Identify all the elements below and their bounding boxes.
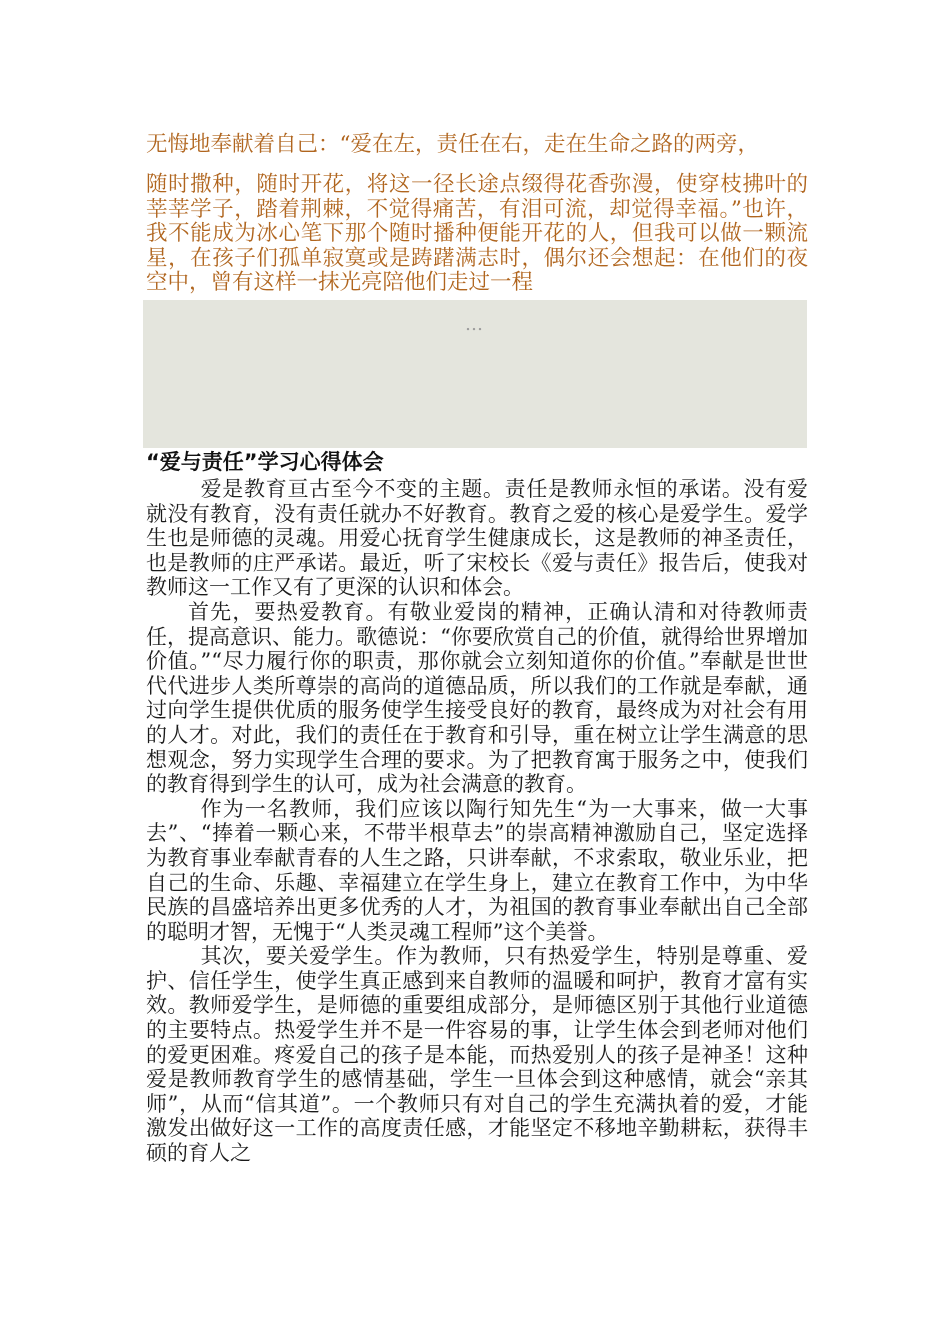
excerpt-first-line: 无悔地奉献着自己：“爱在左，责任在右，走在生命之路的两旁， xyxy=(146,132,759,157)
collapsed-content-panel[interactable] xyxy=(143,300,807,448)
paragraph-4: 其次，要关爱学生。作为教师，只有热爱学生，特别是尊重、爱护、信任学生，使学生真正感到来自教师的温暖和呵护，教育才富有实效。教师爱学生，是师德的重要组成部分，是师德区别于其他行业道德的主要特点。热爱学生并不是一件容易的事，让学生体会到老师对他们的爱更困难。疼爱自己的孩子是本能，而热爱别人的孩子是神圣！这种爱是教师教育学生的感情基础，学生一旦体会到这种感情，就会“亲其师”，从而“信其道”。一个教师只有对自己的学生充满执着的爱，才能激发出做好这一工作的高度责任感，才能坚定不移地辛勤耕耘，获得丰硕的育人之 xyxy=(146,944,808,1166)
paragraph-2: 首先，要热爱教育。有敬业爱岗的精神，正确认清和对待教师责任，提高意识、能力。歌德说：“你要欣赏自己的价值，就得给世界增加价值。”“尽力履行你的职责，那你就会立刻知道你的价值。”奉献是世世代代进步人类所尊崇的高尚的道德品质，所以我们的工作就是奉献，通过向学生提供优质的服务使学生接受良好的教育，最终成为对社会有用的人才。对此，我们的责任在于教育和引导，重在树立让学生满意的思想观念，努力实现学生合理的要求。为了把教育寓于服务之中，使我们的教育得到学生的认可，成为社会满意的教育。 xyxy=(146,599,808,797)
document-title: “爱与责任”学习心得体会 xyxy=(146,450,384,474)
paragraph-3: 作为一名教师，我们应该以陶行知先生“为一大事来，做一大事去”、“捧着一颗心来，不带半根草去”的崇高精神激励自己，坚定选择为教育事业奉献青春的人生之路，只讲奉献，不求索取，敬业乐业，把自己的生命、乐趣、幸福建立在学生身上，建立在教育工作中，为中华民族的昌盛培养出更多优秀的人才，为祖国的教育事业奉献出自己全部的聪明才智，无愧于“人类灵魂工程师”这个美誉。 xyxy=(146,796,808,944)
document-body xyxy=(146,449,808,1166)
excerpt-body: 随时撒种，随时开花，将这一径长途点缀得花香弥漫，使穿枝拂叶的莘莘学子，踏着荆棘，不觉得痛苦，有泪可流，却觉得幸福。”也许，我不能成为冰心笔下那个随时播种便能开花的人，但我可以做一颗流星，在孩子们孤单寂寞或是踌躇满志时，偶尔还会想起：在他们的夜空中，曾有这样一抹光亮陪他们走过一程 xyxy=(146,172,808,296)
paragraph-1: 爱是教育亘古至今不变的主题。责任是教师永恒的承诺。没有爱就没有教育，没有责任就办不好教育。教育之爱的核心是爱学生。爱学生也是师德的灵魂。用爱心抚育学生健康成长，这是教师的神圣责任，也是教师的庄严承诺。最近，听了宋校长《爱与责任》报告后，使我对教师这一工作又有了更深的认识和体会。 xyxy=(146,477,808,600)
expand-ellipsis-icon[interactable]: … xyxy=(465,314,485,335)
previous-document-excerpt xyxy=(146,133,808,295)
